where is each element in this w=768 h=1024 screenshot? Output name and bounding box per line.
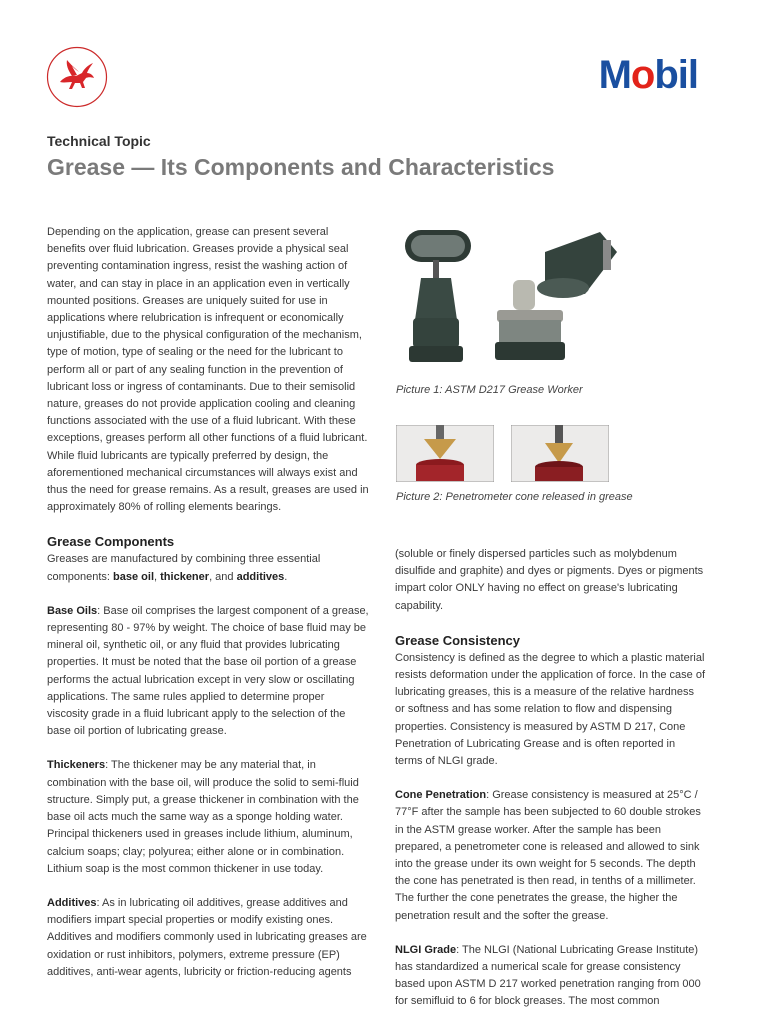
mobil-logo: Mobil <box>598 53 698 97</box>
additives-label: Additives <box>47 896 97 909</box>
consistency-paragraph: Consistency is defined as the degree to which a plastic material resists deformation under the application of force. In the case of lubricating greases, this is a measure of the relative hardness or softness and has some relation to flow and dispensing properties. Consistency is measured by ASTM D 217, Cone Penetration of Lubricating Grease and is often reported in terms of NLGI grade. <box>395 651 706 768</box>
grease-worker-photo <box>395 222 633 372</box>
penetrometer-photo-1 <box>396 425 494 482</box>
page-title: Grease — Its Components and Characteristics <box>47 154 555 180</box>
base-oils-paragraph: Base Oils: Base oil comprises the largest component of a grease, representing 80 - 97% by weight. The choice of base fluid may be mineral oil, synthetic oil, or any fluid that provides lubricating properties. It must be noted that the base oil portion of a grease performs the actual lubrication except in very slow or oscillating applications. The same rules applied to determine proper viscosity grade in a fluid lubricant apply to the selection of the base oil portion of lubricating grease. <box>47 604 369 738</box>
cone-penetration-label: Cone Penetration <box>395 789 487 802</box>
grease-consistency-heading: Grease Consistency <box>395 632 521 648</box>
nlgi-grade-label: NLGI Grade <box>395 943 457 956</box>
intro-paragraph: Depending on the application, grease can present several benefits over fluid lubrication. Greases provide a physical seal preventing contamination ingress, resist the washing action of water, and can stay in place in an application even in vertically mounted positions. Greases are uniquely suited for use in applications where relubrication is infrequent or economically unjustifiable, due to the physical configuration of the mechanism, type of motion, type of sealing or the need for the lubricant to perform all or part of any sealing function in the prevention of lubricant loss or ingress of contaminants. Due to their semisolid nature, greases do not provide application cooling and cleaning functions associated with the use of a fluid lubricant. With these exceptions, greases perform all other functions of a fluid lubricant. While fluid lubricants are typically preferred by design, the aforementioned mechanical circumstances will always exist and thus the need for grease remains. As a result, greases are used in approximately 80% of rolling elements bearings. <box>47 226 369 514</box>
technical-topic-label: Technical Topic <box>47 133 151 149</box>
thickeners-paragraph: Thickeners: The thickener may be any material that, in combination with the base oil, will produce the solid to semi-fluid structure. Simply put, a grease thickener in combination with the base oil acts much the same way as a sponge holding water. Principal thickeners used in greases include lithium, aluminum, calcium soaps; clay; polyurea; either alone or in combination. Lithium soap is the most common thickener in use today. <box>47 759 359 875</box>
keyword-additives: additives <box>236 570 285 583</box>
keyword-thickener: thickener <box>160 570 210 583</box>
components-lead: Greases are manufactured by combining three essential components: base oil, thickener, and additives. <box>47 553 321 583</box>
left-column <box>47 224 369 981</box>
thickeners-label: Thickeners <box>47 759 106 772</box>
nlgi-grade-paragraph: NLGI Grade: The NLGI (National Lubricating Grease Institute) has standardized a numerical scale for grease consistency based upon ASTM D 217 worked penetration ranging from 000 for semifluid to 6 for block greases. The most common <box>395 943 701 1008</box>
cone-penetration-paragraph: Cone Penetration: Grease consistency is measured at 25°C / 77°F after the sample has been subjected to 60 double strokes in the ASTM grease worker. After the sample has been prepared, a penetrometer cone is released and allowed to sink into the grease under its own weight for 5 seconds. The depth the cone has penetrated is then read, in tenths of a millimeter. The further the cone penetrates the grease, the higher the penetration result and the softer the grease. <box>395 789 701 922</box>
base-oils-label: Base Oils <box>47 604 98 617</box>
additives-paragraph: Additives: As in lubricating oil additives, grease additives and modifiers impart special properties or modify existing ones. Additives and modifiers commonly used in lubricating greases are oxidation or rust inhibitors, polymers, extreme pressure (EP) additives, anti-wear agents, lubricity or friction-reducing agents <box>47 896 367 978</box>
grease-components-heading: Grease Components <box>47 534 175 550</box>
picture-2-caption: Picture 2: Penetrometer cone released in grease <box>396 491 633 503</box>
keyword-base-oil: base oil <box>113 570 155 583</box>
right-column <box>395 546 705 1011</box>
penetrometer-photo-2 <box>511 425 609 482</box>
continuation-paragraph: (soluble or finely dispersed particles such as molybdenum disulfide and graphite) and dyes or pigments. Dyes or pigments impart color ONLY having no effect on grease's lubricating capability. <box>395 548 704 612</box>
picture-1-caption: Picture 1: ASTM D217 Grease Worker <box>396 384 583 396</box>
pegasus-logo-icon <box>46 46 108 108</box>
